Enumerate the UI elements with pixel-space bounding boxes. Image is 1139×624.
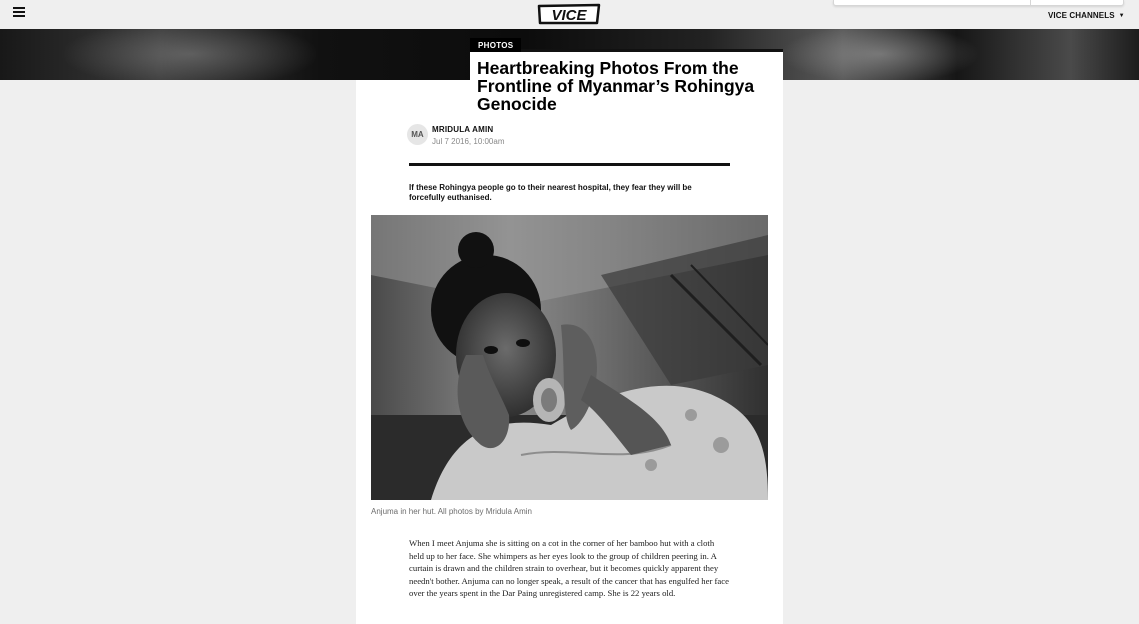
hamburger-menu-icon[interactable] xyxy=(13,7,25,17)
article-photo xyxy=(371,215,768,500)
search-dropdown[interactable] xyxy=(833,0,1124,6)
vice-channels-menu[interactable] xyxy=(1048,11,1125,20)
header-divider xyxy=(409,163,730,166)
article-body-paragraph: When I meet Anjuma she is sitting on a cot in the corner of her bamboo hut with a cloth held up to her face. She whimpers as her eyes look to the group of children peering in. A curtain is drawn and the children strain to overhear, but it becomes quickly apparent they needn't bother. Anjuma can no longer speak, a result of the cancer that has engulfed her face over the years spent in the Dar Paing unregistered camp. She is 22 years old. xyxy=(409,538,729,598)
top-nav xyxy=(0,0,1139,30)
chevron-down-icon: ▼ xyxy=(1118,13,1125,19)
svg-text:VICE: VICE xyxy=(551,7,587,24)
author-name[interactable]: MRIDULA AMIN xyxy=(432,125,494,134)
publish-date: Jul 7 2016, 10:00am xyxy=(432,137,505,146)
photo-caption: Anjuma in her hut. All photos by Mridula Amin xyxy=(371,507,532,516)
channels-label: VICE CHANNELS xyxy=(1048,11,1115,20)
dropdown-divider xyxy=(1030,0,1031,5)
article-headline: Heartbreaking Photos From the Frontline of Myanmar’s Rohingya Genocide xyxy=(477,58,755,114)
category-badge[interactable]: PHOTOS xyxy=(470,38,521,52)
vice-logo[interactable] xyxy=(537,3,601,25)
author-avatar[interactable]: MA xyxy=(407,124,428,145)
article-dek: If these Rohingya people go to their nearest hospital, they fear they will be forcefully euthanised. xyxy=(409,183,692,202)
